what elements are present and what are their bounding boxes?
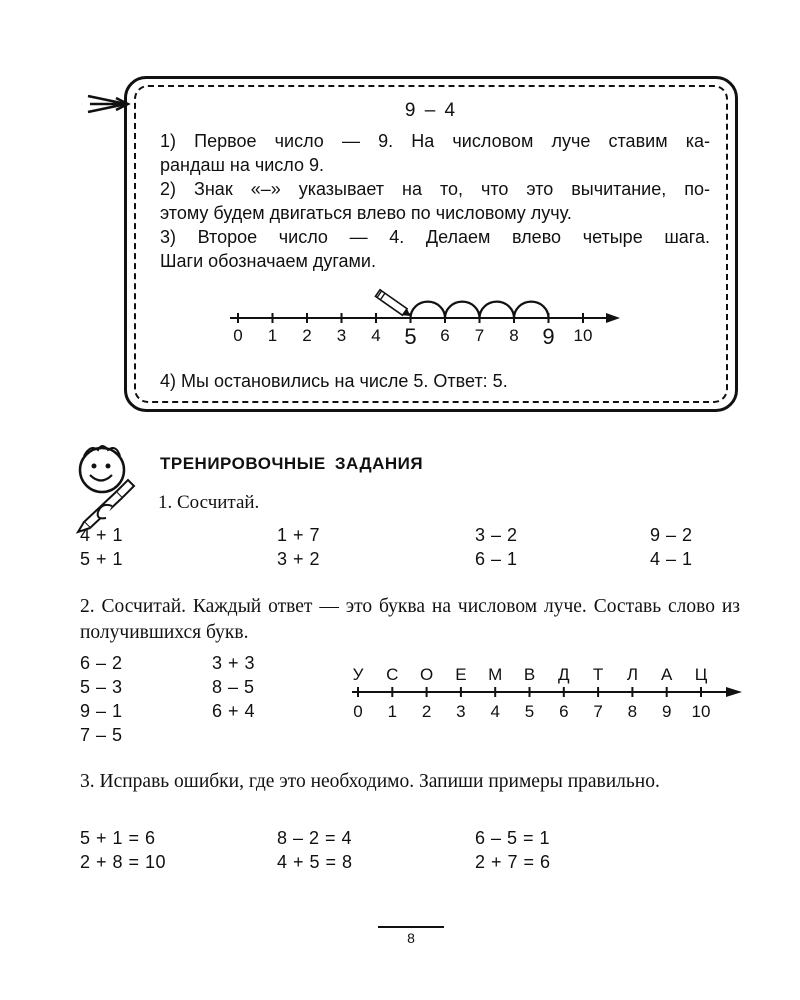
jump-arc [480,302,515,318]
axis-number-label: 8 [627,702,638,721]
axis-letter-label: У [352,665,364,684]
axis-number-label: 6 [559,702,569,721]
task2-instruction: 2. Сосчитай. Каждый ответ — это буква на числовом луче. Составь слово из получившихся букв. [80,596,740,643]
axis-number-label: 0 [353,702,363,721]
axis-number-label: 9 [661,702,672,721]
example-number-line [220,284,640,356]
smiley-pencil-icon [72,442,140,534]
axis-number-label: 10 [691,702,711,721]
training-heading: ТРЕНИРОВОЧНЫЕ ЗАДАНИЯ [160,454,424,473]
example-line-5: 3) Второе число — 4. Делаем влево четыре шага. [160,227,710,247]
pointer-arrow-icon [86,90,132,118]
jump-arc [411,302,446,318]
example-line-6: Шаги обозначаем дугами. [160,251,376,271]
task2-expression: 7 – 5 [80,725,123,745]
task3-equation: 2 + 8 = 10 [80,852,167,872]
axis-letter-label: Л [626,665,638,684]
task2-expression: 8 – 5 [212,677,255,697]
task3-equation: 6 – 5 = 1 [475,828,551,848]
task3-equation: 2 + 7 = 6 [475,852,551,872]
axis-letter-label: Т [592,665,604,684]
axis-number-label: 3 [456,702,466,721]
example-conclusion: 4) Мы остановились на числе 5. Ответ: 5. [160,371,508,391]
letter-number-line [350,662,750,722]
axis-letter-label: Е [455,665,467,684]
task2-expression: 6 – 2 [80,653,123,673]
axis-label: 7 [474,326,485,345]
task1-expression: 9 – 2 [650,525,693,545]
jump-arc [514,302,549,318]
axis-label: 10 [573,326,593,345]
task1-expression: 1 + 7 [277,525,321,545]
task3-equation: 8 – 2 = 4 [277,828,353,848]
task1-expression: 4 – 1 [650,549,693,569]
axis-number-label: 5 [524,702,535,721]
example-title: 9 – 4 [404,100,458,121]
example-line-1: 1) Первое число — 9. На числовом луче ставим ка- [160,131,710,151]
axis-label: 6 [440,326,450,345]
axis-label: 8 [509,326,519,345]
jump-arc [445,302,480,318]
axis-number-label: 7 [593,702,603,721]
task2-expression: 3 + 3 [212,653,256,673]
axis-letter-label: М [488,665,503,684]
axis-number-label: 2 [421,702,432,721]
page-number: 8 [407,930,415,946]
task3-equation: 5 + 1 = 6 [80,828,156,848]
axis-arrow-icon [726,687,742,697]
task1-instruction: 1. Сосчитай. [158,492,260,513]
axis-letter-label: С [386,665,399,684]
example-line-4: этому будем двигаться влево по числовому лучу. [160,203,572,223]
task2-expression: 9 – 1 [80,701,123,721]
page-number-rule [378,926,444,928]
task1-expression: 5 + 1 [80,549,124,569]
task1-expression: 3 – 2 [475,525,518,545]
axis-number-label: 1 [387,702,398,721]
axis-label: 9 [542,324,555,349]
pencil-icon [375,290,412,319]
axis-label: 0 [233,326,243,345]
axis-letter-label: Д [558,665,570,684]
axis-number-label: 4 [490,702,500,721]
task2-expression: 6 + 4 [212,701,256,721]
example-line-2: рандаш на число 9. [160,155,325,175]
axis-label: 2 [302,326,312,345]
task1-expression: 4 + 1 [80,525,124,545]
task3-instruction: 3. Исправь ошибки, где это необходимо. Запиши примеры правильно. [80,771,660,792]
task2-expression: 5 – 3 [80,677,123,697]
axis-arrow-icon [606,313,620,323]
axis-letter-label: В [523,665,536,684]
task3-equation: 4 + 5 = 8 [277,852,353,872]
axis-label: 1 [267,326,278,345]
task1-expression: 3 + 2 [277,549,321,569]
axis-letter-label: А [661,665,673,684]
axis-label: 5 [404,324,417,349]
axis-letter-label: Ц [694,665,708,684]
example-line-3: 2) Знак «–» указывает на то, что это вычитание, по- [160,179,710,199]
axis-label: 3 [336,326,347,345]
axis-label: 4 [371,326,381,345]
task1-expression: 6 – 1 [475,549,518,569]
axis-letter-label: О [419,665,434,684]
